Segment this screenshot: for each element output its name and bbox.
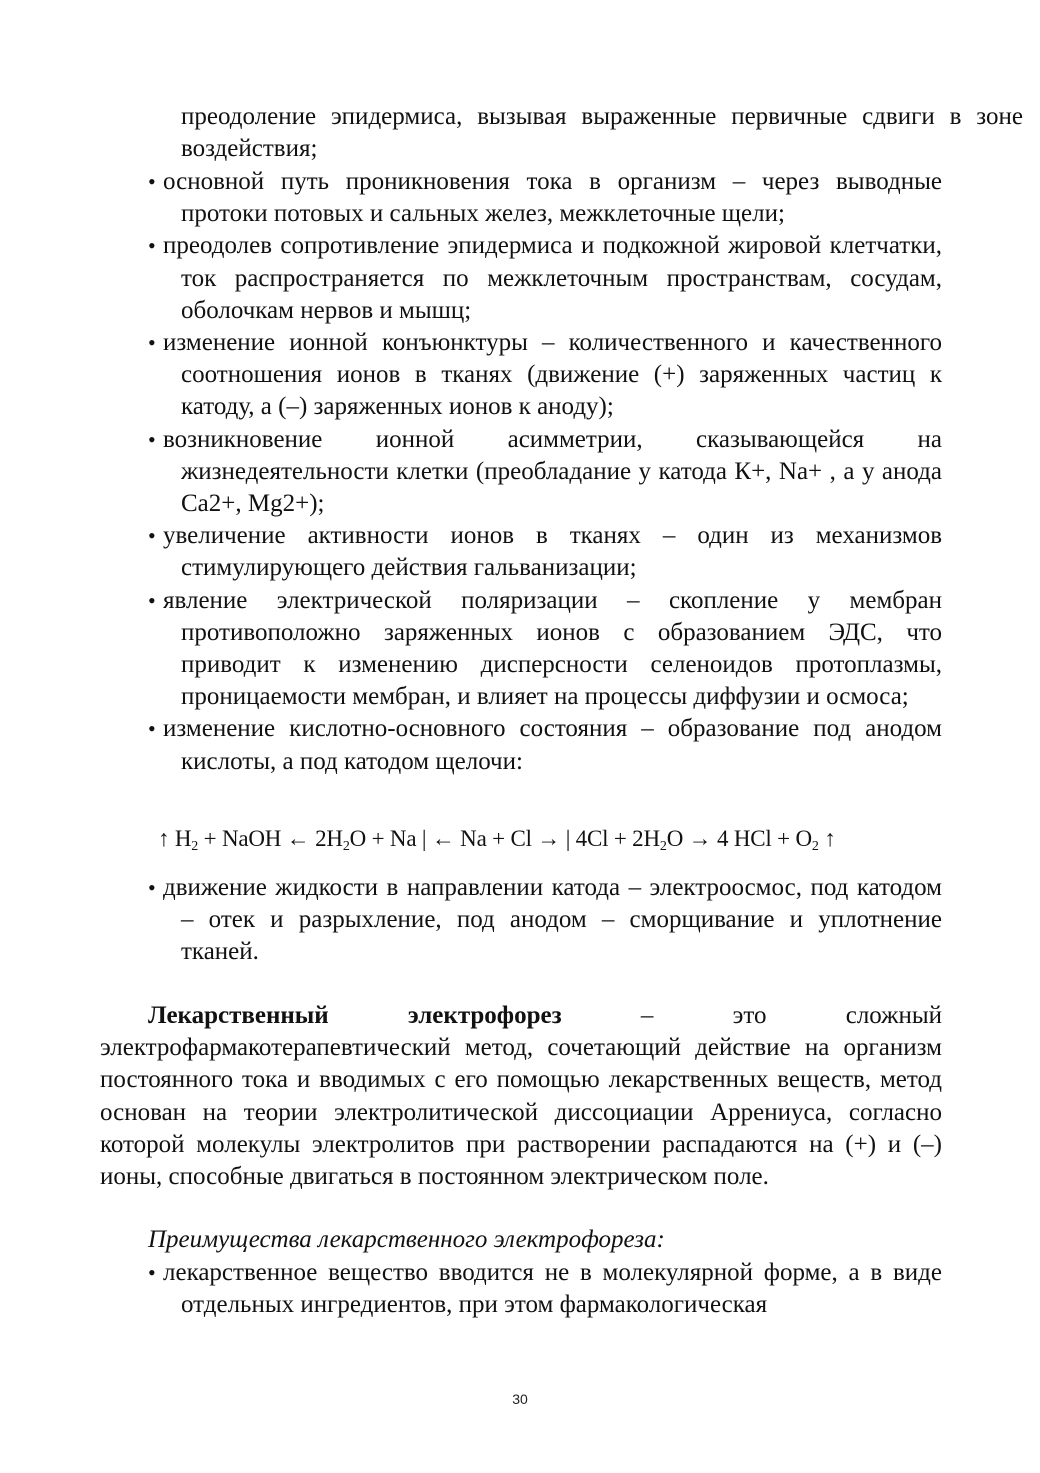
list-item — [100, 713, 942, 777]
list-item — [100, 520, 942, 584]
bullet-mark: • — [148, 587, 156, 613]
definition-paragraph — [100, 1000, 942, 1193]
list-item — [100, 1257, 942, 1321]
list-item-text: основной путь проникновения тока в организм – через выводные протоки потовых и сальных желез, межклеточные щели; — [163, 168, 942, 228]
list-item — [100, 327, 942, 424]
bullet-mark: • — [148, 523, 156, 549]
list-item-text: изменение ионной конъюнктуры – количественного и качественного соотношения ионов в тканях (движение (+) заряженных частиц к катоду, а (–) заряженных ионов к аноду); — [163, 329, 942, 421]
list-item — [100, 424, 942, 521]
advantages-heading: Преимущества лекарственного электрофореза: — [148, 1226, 665, 1253]
formula-subscript: 2 — [811, 839, 819, 854]
list-item-text: движение жидкости в направлении катода – электроосмос, под катодом – отек и разрыхление, под анодом – сморщивание и уплотнение тканей. — [163, 874, 942, 966]
list-item-text: возникновение ионной асимметрии, сказывающейся на жизнедеятельности клетки (преобладание у катода К+, Na+ , а у анода Са2+, Mg2+); — [163, 425, 942, 518]
list-item-text: преодолев сопротивление эпидермиса и подкожной жировой клетчатки, ток распространяется по межклеточным пространствам, сосудам, оболочкам нервов и мышц; — [163, 232, 942, 324]
bullet-mark: • — [148, 233, 156, 259]
chemical-equation — [158, 824, 942, 862]
bullet-list-top — [100, 166, 942, 778]
continuation-paragraph — [100, 101, 1023, 165]
bullet-mark: • — [148, 1260, 156, 1285]
bullet-mark: • — [148, 716, 156, 742]
list-item — [100, 166, 942, 230]
formula-subscript: 2 — [191, 839, 199, 854]
bullet-mark: • — [148, 426, 156, 452]
list-item-text: явление электрической поляризации – скопление у мембран противоположно заряженных ионов с образованием ЭДС, что приводит к изменению дисперсности селеноидов протоплазмы, проницаемости мембран, и влияет на процессы диффузии и осмоса; — [163, 586, 942, 711]
list-item — [100, 872, 942, 969]
bullet-list-advantages — [100, 1257, 942, 1321]
formula-part: + NaOH ← 2H — [198, 826, 343, 851]
bullet-list-bottom — [100, 872, 942, 969]
definition-text: – это сложный электрофармакотерапевтический метод, сочетающий действие на организм постоянного тока и вводимых с его помощью лекарственных веществ, метод основан на теории электролитической диссоциации Аррениуса, согласно которой молекулы электролитов при растворении распадаются на (+) и (–) ионы, способные двигаться в постоянном электрическом поле. — [100, 1002, 942, 1191]
list-item — [100, 585, 942, 714]
formula-part: ↑ — [818, 826, 836, 851]
list-item-text: увеличение активности ионов в тканях – один из механизмов стимулирующего действия гальванизации; — [163, 522, 942, 582]
formula-subscript: 2 — [659, 839, 667, 854]
list-item-text: изменение кислотно-основного состояния – образование под анодом кислоты, а под катодом щелочи: — [163, 715, 942, 775]
formula-part: O → 4 HCl + O — [666, 826, 812, 851]
list-item — [100, 230, 942, 327]
continuation-text: преодоление эпидермиса, вызывая выраженные первичные сдвиги в зоне воздействия; — [181, 103, 1023, 163]
formula-part: ↑ H — [158, 826, 192, 851]
list-item-text: лекарственное вещество вводится не в молекулярной форме, а в виде отдельных ингредиентов, при этом фармакологическая — [163, 1259, 942, 1319]
bullet-mark: • — [148, 330, 156, 356]
page-number: 30 — [512, 1391, 528, 1407]
bullet-mark: • — [148, 875, 156, 900]
formula-part: O + Na | ← Na + Cl → | 4Cl + 2H — [349, 826, 660, 851]
formula-subscript: 2 — [342, 839, 350, 854]
bullet-mark: • — [148, 169, 156, 194]
definition-term: Лекарственный электрофорез — [148, 1002, 562, 1029]
